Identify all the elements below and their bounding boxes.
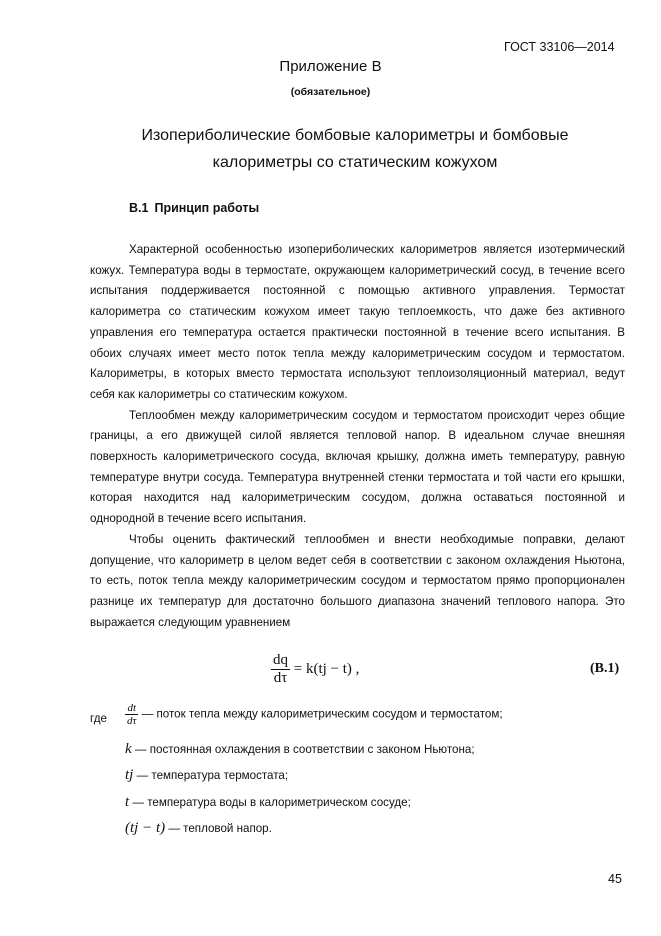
definition-symbol	[125, 702, 138, 727]
appendix-type: (обязательное)	[290, 86, 371, 98]
definition-symbol: (tj − t)	[125, 820, 166, 836]
definition-symbol: t	[125, 794, 130, 810]
definition-text: — поток тепла между калориметрическим сосудом и термостатом;	[141, 707, 503, 721]
symbol-denominator: dτ	[127, 715, 137, 727]
body-text	[90, 240, 625, 633]
definition-symbol: tj	[125, 767, 134, 783]
definition-symbol: k	[125, 741, 132, 757]
definition-item	[125, 820, 272, 837]
definition-item	[125, 794, 411, 811]
document-title	[110, 122, 600, 176]
paragraph: Чтобы оценить фактический теплообмен и внести необходимые поправки, делают допущение, что калориметр в целом ведет себя в соответствии с законом охлаждения Ньютона, то есть, поток тепла между калориметрическим сосудом и термостатом прямо пропорционален разнице их температур для достаточно большого диапазона значений теплового напора. Это выражается следующим уравнением	[90, 532, 625, 629]
definition-text: — постоянная охлаждения в соответствии с законом Ньютона;	[134, 743, 475, 756]
definition-item	[125, 702, 503, 727]
title-line-2: калориметры со статическим кожухом	[212, 154, 498, 171]
paragraph: Характерной особенностью изопериболических калориметров является изотермический кожух. Температура воды в термостате, окружающем калориметрический сосуд, в течение всего испытания поддерживается постоянной с помощью активного управления. Термостат калориметра со статическим кожухом имеет такую теплоемкость, что даже без активного управления его температура остается практически постоянной в течение всего испытания. В обоих случаях имеет место поток тепла между калориметрическим сосудом и термостатом. Калориметры, в которых вместо термостата используют теплоизоляционный материал, ведут себя как калориметры со статическим кожухом.	[90, 243, 625, 401]
equation-denominator: dτ	[273, 670, 288, 686]
definition-text: — тепловой напор.	[168, 822, 272, 835]
page-number: 45	[608, 872, 622, 886]
paragraph: Теплообмен между калориметрическим сосудом и термостатом происходит через общие границы, а его движущей силой является тепловой напор. В идеальном случае внешняя поверхность калориметрического сосуда, включая крышку, должна иметь температуру, равную температуре внутри сосуда. Температура внутренней стенки термостата и той части его крышки, которая находится над калориметрическим сосудом, должна оставаться постоянной и однородной в течение всего испытания.	[90, 408, 625, 526]
section-number: В.1	[129, 201, 149, 215]
title-line-1: Изопериболические бомбовые калориметры и бомбовые	[141, 127, 569, 144]
section-title: Принцип работы	[154, 201, 260, 215]
section-heading	[129, 201, 265, 215]
equation	[271, 652, 359, 687]
equation-fraction	[271, 652, 290, 687]
definition-text: — температура воды в калориметрическом сосуде;	[132, 796, 411, 809]
symbol-numerator: dt	[125, 702, 138, 715]
equation-numerator: dq	[273, 652, 288, 668]
standard-number: ГОСТ 33106—2014	[504, 40, 615, 54]
equation-rhs: = k(tj − t) ,	[293, 660, 360, 677]
equation-number: (В.1)	[590, 661, 620, 676]
appendix-title: Приложение В	[279, 58, 382, 75]
definition-item	[125, 767, 288, 784]
definition-text: — температура термостата;	[136, 769, 289, 782]
definition-item	[125, 741, 475, 758]
where-label: где	[90, 712, 107, 725]
